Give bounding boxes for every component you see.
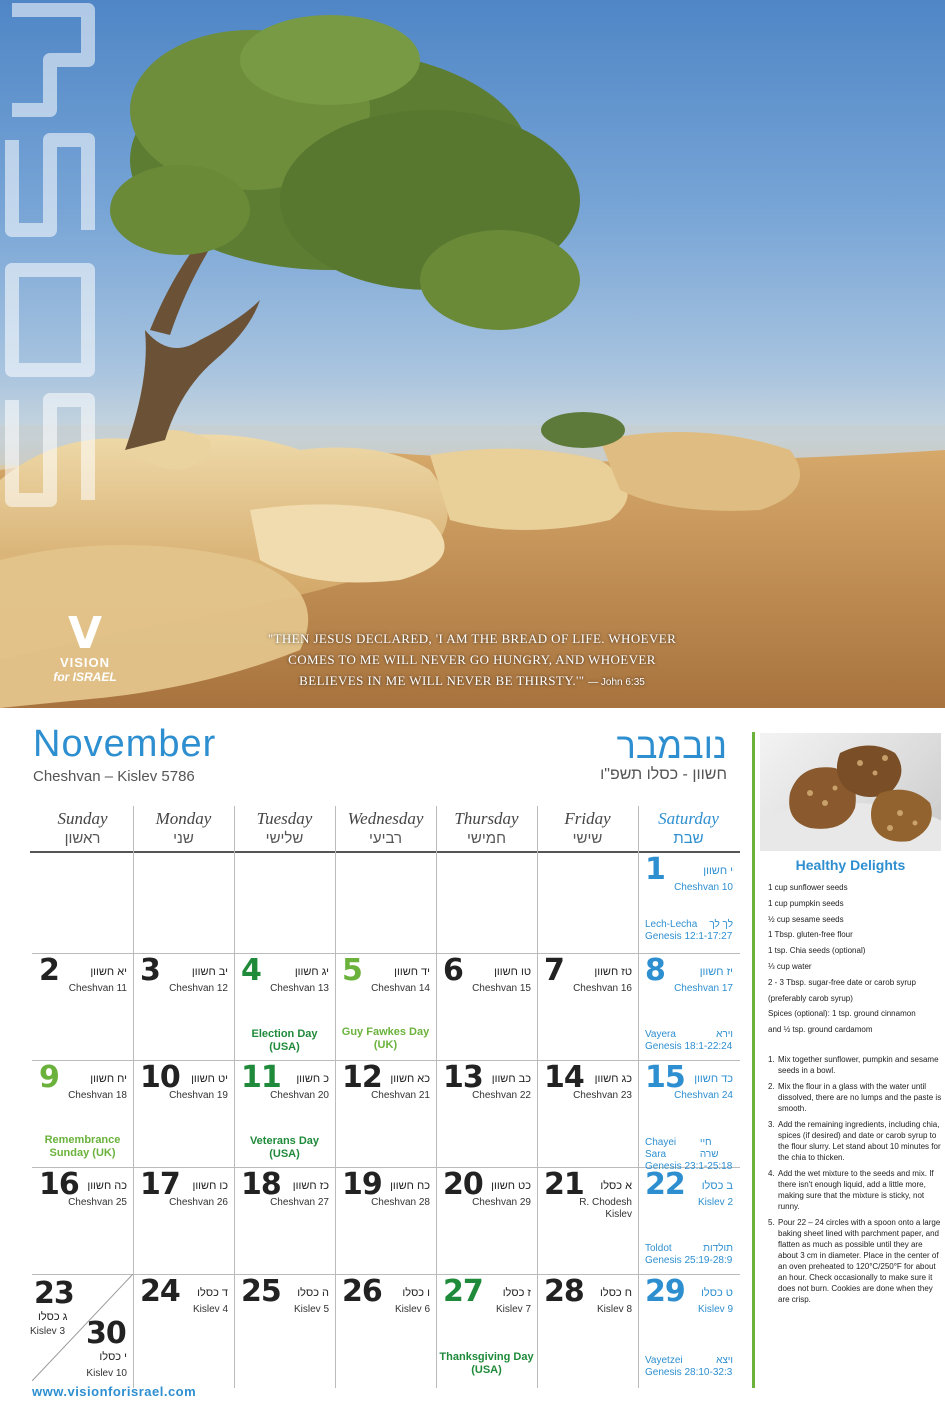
verse-reference: — John 6:35 [588,677,645,688]
day-number: 9 [39,1060,59,1095]
recipe-step: 3. Add the remaining ingredients, including chia, spices (if desired) and date or carob syrup to the flour slurry. Let stand about 10 minutes for the chia to thicken. [768,1120,941,1162]
parsha-name-hebrew: תולדות [703,1243,733,1254]
hebrew-months-subtitle: Cheshvan – Kislev 5786 [33,768,195,785]
hebrew-date: ב כסלו [701,1180,733,1192]
hebrew-date-transliterated: Cheshvan 19 [169,1090,228,1101]
parsha-reference: Genesis 25:19-28:9 [645,1255,733,1266]
day-number: 30 [86,1316,126,1351]
verse-line-3: BELIEVES IN ME WILL NEVER BE THIRSTY.'" [299,673,585,688]
hebrew-date: יד חשוון [394,966,430,978]
day-number: 1 [645,852,665,887]
day-cell-4[interactable] [234,954,335,1061]
ingredient-item: 1 Tbsp. gluten-free flour [768,930,853,940]
recipe-step: 1. Mix together sunflower, pumpkin and sesame seeds in a bowl. [768,1055,939,1075]
day-number: 4 [241,953,261,988]
recipe-photo [760,733,941,851]
parsha-reference: Genesis 12:1-17:27 [645,931,733,942]
logo-line2: for ISRAEL [53,670,117,684]
hebrew-date: כד חשוון [694,1073,733,1085]
calendar-photo [0,0,945,708]
day-number: 6 [443,953,463,988]
day-cell-21[interactable] [537,1168,638,1275]
day-cell-1[interactable] [638,853,739,953]
day-cell-8[interactable] [638,954,739,1061]
recipe-step: 2. Mix the flour in a glass with the water until dissolved, there are no lumps and the paste is smooth. [768,1082,942,1113]
day-number: 17 [140,1167,180,1202]
hebrew-date-transliterated: Cheshvan 29 [472,1197,531,1208]
seed-cookies-illustration [760,733,941,851]
hebrew-date: ט כסלו [701,1287,733,1299]
hebrew-date: ג כסלו [38,1311,68,1323]
day-cell-25[interactable] [234,1275,335,1382]
day-number: 12 [342,1060,382,1095]
ingredient-item: ⅓ cup water [768,961,812,971]
day-cell-6[interactable] [436,954,537,1061]
day-cell-12[interactable] [335,1061,436,1168]
day-cell-20[interactable] [436,1168,537,1275]
hebrew-date-transliterated: Kislev 10 [86,1368,127,1379]
hebrew-date-transliterated: Cheshvan 12 [169,983,228,994]
hebrew-date-transliterated: Cheshvan 10 [674,882,733,893]
parsha-reference: Genesis 18:1-22:24 [645,1041,733,1052]
hebrew-date: כה חשוון [87,1180,127,1192]
hebrew-months-subtitle-hebrew: חשוון - כסלו תשפ"ו [600,766,727,783]
hebrew-date: כג חשוון [594,1073,632,1085]
day-number: 7 [544,953,564,988]
day-number: 14 [544,1060,584,1095]
day-number: 11 [241,1060,281,1095]
parsha-name: Vayetzei [645,1355,683,1366]
hebrew-date: טו חשוון [494,966,531,978]
hebrew-date-transliterated: Kislev 5 [293,1304,329,1315]
parsha-name: Toldot [645,1243,672,1254]
parsha-name-hebrew: לך לך [709,919,733,930]
parsha-name: Chayei Sara [645,1137,677,1160]
day-number: 5 [342,953,362,988]
hebrew-date: יב חשוון [191,966,228,978]
sidebar-accent-line [752,732,755,1388]
vision-for-israel-logo [40,608,130,692]
hebrew-date: כא חשוון [390,1073,430,1085]
hebrew-date-transliterated: Cheshvan 28 [371,1197,430,1208]
hebrew-date-transliterated: Cheshvan 23 [573,1090,632,1101]
hebrew-date-transliterated: Cheshvan 16 [573,983,632,994]
verse-line-2: COMES TO ME WILL NEVER GO HUNGRY, AND WHOEVER [288,652,656,667]
day-cell-22[interactable] [638,1168,739,1275]
torah-portion [645,1355,733,1379]
holiday-label: Remembrance Sunday (UK) [44,1134,121,1159]
parsha-reference: Genesis 23:1-25:18 [645,1161,733,1172]
day-number: 28 [544,1274,584,1309]
holiday-label: Guy Fawkes Day (UK) [341,1026,430,1051]
hebrew-date: א כסלו [600,1180,632,1192]
rosh-chodesh-label: R. Chodesh Kislev [579,1197,632,1220]
recipe-steps [768,1054,943,1310]
ingredient-item: 1 cup sunflower seeds [768,883,848,892]
day-cell-24[interactable] [133,1275,234,1382]
day-cell-15[interactable] [638,1060,739,1172]
hebrew-date: טז חשוון [594,966,632,978]
year-2025-vertical [0,0,100,520]
parsha-name: Lech-Lecha [645,919,698,930]
day-number: 22 [645,1167,685,1202]
day-number: 18 [241,1167,281,1202]
hebrew-date: כח חשוון [390,1180,430,1192]
hebrew-date-transliterated: Cheshvan 18 [68,1090,127,1101]
header-divider [30,851,740,853]
day-cell-28[interactable] [537,1275,638,1382]
hebrew-date-transliterated: Kislev 3 [30,1326,66,1337]
day-number: 23 [34,1276,74,1311]
weekday-wednesday: Wednesday רביעי [347,809,424,847]
day-cell-29[interactable] [638,1275,739,1382]
hebrew-date-transliterated: Cheshvan 27 [270,1197,329,1208]
day-cell-18[interactable] [234,1168,335,1275]
hebrew-date: כז חשוון [292,1180,329,1192]
hebrew-date: יט חשוון [191,1073,228,1085]
day-number: 10 [140,1060,180,1095]
parsha-reference: Genesis 28:10-32:3 [645,1367,733,1378]
torah-portion [645,1243,733,1267]
holiday-label: Veterans Day (USA) [249,1135,320,1160]
parsha-name-hebrew: חיי שרה [699,1137,719,1160]
day-number: 25 [241,1274,281,1309]
ingredient-item: (preferably carob syrup) [768,993,853,1003]
day-number: 8 [645,953,665,988]
torah-portion [645,919,733,943]
day-cell-27[interactable] [436,1275,537,1382]
month-title: November [33,723,217,765]
hebrew-date: י חשוון [703,865,733,877]
hebrew-date-transliterated: Cheshvan 26 [169,1197,228,1208]
day-number: 2 [39,953,59,988]
day-cell-30[interactable] [32,1275,133,1382]
hebrew-date-transliterated: Cheshvan 13 [270,983,329,994]
hebrew-date: כו חשוון [192,1180,228,1192]
parsha-name: Vayera [645,1029,676,1040]
day-cell-5[interactable] [335,954,436,1061]
ingredient-item: 2 - 3 Tbsp. sugar-free date or carob syrup [768,977,916,987]
day-number: 21 [544,1167,584,1202]
day-cell-9[interactable] [32,1061,133,1168]
weekday-thursday: Thursday חמישי [454,809,519,847]
hebrew-date-transliterated: Cheshvan 15 [472,983,531,994]
ingredient-item: 1 tsp. Chia seeds (optional) [768,946,866,956]
logo-v-icon: V [67,608,103,659]
day-cell-19[interactable] [335,1168,436,1275]
hebrew-date: ז כסלו [502,1287,531,1299]
ingredient-item: Spices (optional): 1 tsp. ground cinnamon [768,1009,916,1019]
day-cell-3[interactable] [133,954,234,1061]
holiday-label: Election Day (USA) [251,1028,318,1053]
day-cell-14[interactable] [537,1061,638,1168]
hebrew-date-transliterated: Kislev 6 [394,1304,430,1315]
verse-line-1: "THEN JESUS DECLARED, 'I AM THE BREAD OF LIFE. WHOEVER [267,631,677,646]
website-link[interactable]: www.visionforisrael.com [32,1384,197,1399]
hebrew-date: י כסלו [99,1351,127,1363]
hebrew-date: כב חשוון [491,1073,531,1085]
torah-portion [645,1029,733,1053]
weekday-sunday: Sunday ראשון [57,809,108,847]
day-number: 19 [342,1167,382,1202]
recipe-step: 4. Add the wet mixture to the seeds and mix. If there isn't enough liquid, add a little more, making sure that the mixture is sticky, not runny. [768,1169,934,1211]
ingredients-list [768,880,943,1038]
hebrew-date: יז חשוון [699,966,733,978]
hebrew-date-transliterated: Cheshvan 22 [472,1090,531,1101]
logo-line1: VISION [59,655,111,670]
day-number: 16 [39,1167,79,1202]
day-cell-17[interactable] [133,1168,234,1275]
day-number: 20 [443,1167,483,1202]
ingredient-item: and ½ tsp. ground cardamom [768,1025,873,1035]
day-cell-13[interactable] [436,1061,537,1168]
day-number: 15 [645,1060,685,1095]
hebrew-date: ח כסלו [600,1287,632,1299]
parsha-name-hebrew: ויצא [716,1355,733,1366]
hebrew-date: ו כסלו [402,1287,430,1299]
weekday-friday: Friday שישי [564,809,611,847]
hebrew-date: ד כסלו [197,1287,228,1299]
day-number: 29 [645,1274,685,1309]
hebrew-date-transliterated: Cheshvan 25 [68,1197,127,1208]
day-number: 3 [140,953,160,988]
hebrew-date: יא חשוון [90,966,127,978]
hebrew-date-transliterated: Cheshvan 24 [674,1090,733,1101]
hebrew-date: כ חשוון [296,1073,329,1085]
weekday-monday: Monday שני [155,809,212,847]
day-cell-7[interactable] [537,954,638,1061]
hebrew-date: ה כסלו [297,1287,329,1299]
day-cell-10[interactable] [133,1061,234,1168]
verse-quote [232,628,712,693]
day-cell-26[interactable] [335,1275,436,1382]
hebrew-date-transliterated: Kislev 2 [697,1197,733,1208]
recipe-step: 5. Pour 22 – 24 circles with a spoon onto a large baking sheet lined with parchment paper, and flatten as much as possible until they are about 3 cm in diameter. Place in the center of an oven preheated to 120°C/250°F for about an hour. Check occasionally to make sure it does not burn. Cookies are done when they are crisp. [768,1218,941,1304]
day-cell-11[interactable] [234,1061,335,1168]
hebrew-date: כט חשוון [491,1180,531,1192]
weekday-tuesday: Tuesday שלישי [256,809,313,847]
recipe-title: Healthy Delights [795,857,906,873]
holiday-label: Thanksgiving Day (USA) [439,1351,534,1376]
day-cell-2[interactable] [32,954,133,1061]
hebrew-date-transliterated: Kislev 8 [596,1304,632,1315]
month-title-hebrew: נובמבר [616,725,727,766]
ingredient-item: 1 cup pumpkin seeds [768,898,844,908]
hebrew-date: יג חשוון [294,966,329,978]
hebrew-date: יח חשוון [90,1073,127,1085]
day-number: 24 [140,1274,180,1309]
weekday-saturday: Saturday שבת [658,809,719,847]
hebrew-date-transliterated: Kislev 9 [697,1304,733,1315]
parsha-name-hebrew: וירא [716,1029,733,1040]
hebrew-date-transliterated: Cheshvan 21 [371,1090,430,1101]
landscape-illustration [0,0,945,708]
hebrew-date-transliterated: Cheshvan 14 [371,983,430,994]
day-cell-16[interactable] [32,1168,133,1275]
hebrew-date-transliterated: Cheshvan 20 [270,1090,329,1101]
ingredient-item: ½ cup sesame seeds [768,914,844,924]
hebrew-date-transliterated: Cheshvan 11 [68,983,127,994]
day-number: 13 [443,1060,483,1095]
hebrew-date-transliterated: Kislev 4 [192,1304,228,1315]
day-number: 26 [342,1274,382,1309]
hebrew-date-transliterated: Cheshvan 17 [674,983,733,994]
hebrew-date-transliterated: Kislev 7 [495,1304,531,1315]
day-number: 27 [443,1274,483,1309]
